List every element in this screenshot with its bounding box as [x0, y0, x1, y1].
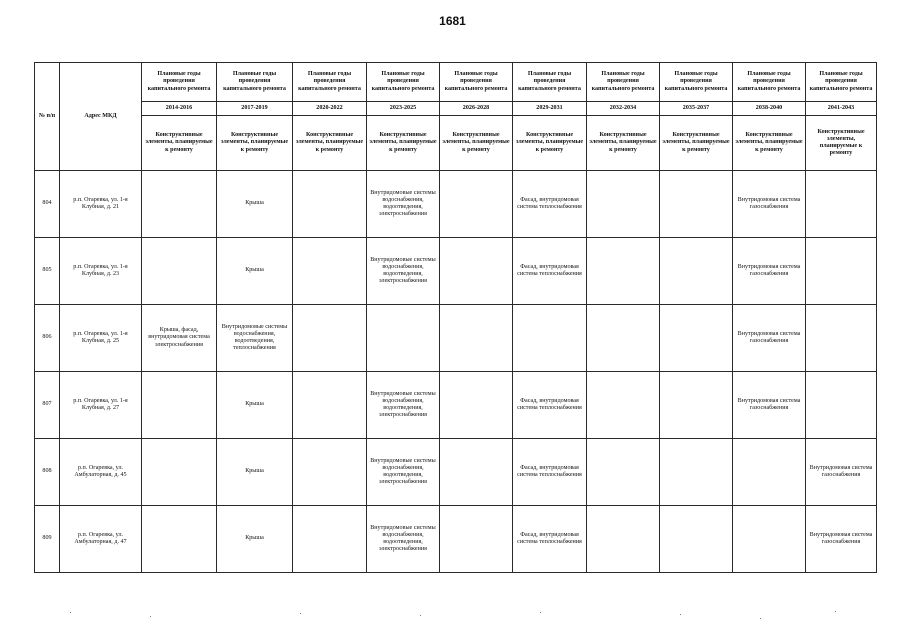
header-planned-label: Плановые годы проведения капитального ремонта [660, 63, 733, 102]
repair-cell: Внутридомовые системы водоснабжения, водоотведения, теплоснабжения [217, 305, 293, 372]
repair-cell [440, 305, 513, 372]
header-planned-label: Плановые годы проведения капитального ремонта [440, 63, 513, 102]
repair-cell [440, 238, 513, 305]
repair-cell [587, 238, 660, 305]
table-row [35, 171, 877, 238]
repair-cell [142, 238, 217, 305]
repair-cell [806, 372, 877, 439]
repair-cell [440, 171, 513, 238]
repair-cell: Внутридомовые системы водоснабжения, водоотведения, электроснабжения [367, 506, 440, 573]
repair-cell [293, 372, 367, 439]
repair-cell [587, 506, 660, 573]
repair-cell [806, 238, 877, 305]
repair-cell [142, 439, 217, 506]
row-address: р.п. Огаревка, ул. Амбулаторная, д. 45 [60, 439, 142, 506]
repair-cell [440, 439, 513, 506]
header-planned-label: Плановые годы проведения капитального ремонта [367, 63, 440, 102]
row-address: р.п. Огаревка, ул. 1-я Клубная, д. 21 [60, 171, 142, 238]
repair-cell: Внутридомовая система газоснабжения [806, 439, 877, 506]
repair-cell: Внутридомовая система газоснабжения [733, 171, 806, 238]
header-period: 2023-2025 [367, 102, 440, 116]
repair-cell [660, 439, 733, 506]
header-elements-label: Конструктивные элементы, планируемые к ремонту [806, 116, 877, 171]
table-row [35, 506, 877, 573]
repair-cell: Крыша [217, 439, 293, 506]
header-planned-label: Плановые годы проведения капитального ремонта [217, 63, 293, 102]
header-num: № п/п [35, 63, 60, 171]
header-planned-label: Плановые годы проведения капитального ремонта [293, 63, 367, 102]
repair-cell: Фасад, внутридомовая система теплоснабжения [513, 506, 587, 573]
header-period: 2032-2034 [587, 102, 660, 116]
repair-cell [660, 305, 733, 372]
repair-cell: Внутридомовая система газоснабжения [806, 506, 877, 573]
header-elements-label: Конструктивные элементы, планируемые к ремонту [217, 116, 293, 171]
header-elements-label: Конструктивные элементы, планируемые к ремонту [587, 116, 660, 171]
header-planned-label: Плановые годы проведения капитального ремонта [733, 63, 806, 102]
header-period: 2020-2022 [293, 102, 367, 116]
header-elements-label: Конструктивные элементы, планируемые к ремонту [440, 116, 513, 171]
row-address: р.п. Огаревка, ул. Амбулаторная, д. 47 [60, 506, 142, 573]
repair-cell: Внутридомовая система газоснабжения [733, 372, 806, 439]
header-period: 2014-2016 [142, 102, 217, 116]
repair-cell [293, 506, 367, 573]
header-address: Адрес МКД [60, 63, 142, 171]
repair-cell [587, 171, 660, 238]
header-elements-label: Конструктивные элементы, планируемые к ремонту [513, 116, 587, 171]
page-number: 1681 [439, 14, 466, 28]
repair-cell [733, 439, 806, 506]
repair-cell [587, 305, 660, 372]
header-elements-label: Конструктивные элементы, планируемые к ремонту [733, 116, 806, 171]
header-planned-label: Плановые годы проведения капитального ремонта [142, 63, 217, 102]
header-planned-label: Плановые годы проведения капитального ремонта [513, 63, 587, 102]
row-number: 808 [35, 439, 60, 506]
repair-schedule-table [34, 62, 877, 573]
header-period: 2035-2037 [660, 102, 733, 116]
repair-cell: Крыша, фасад, внутридомовая система электроснабжения [142, 305, 217, 372]
repair-cell [587, 372, 660, 439]
header-period: 2029-2031 [513, 102, 587, 116]
repair-cell [587, 439, 660, 506]
repair-cell [142, 171, 217, 238]
repair-cell [367, 305, 440, 372]
repair-cell [293, 171, 367, 238]
repair-cell [293, 238, 367, 305]
repair-cell [142, 372, 217, 439]
row-number: 807 [35, 372, 60, 439]
row-address: р.п. Огаревка, ул. 1-я Клубная, д. 23 [60, 238, 142, 305]
repair-cell [440, 506, 513, 573]
repair-cell: Внутридомовая система газоснабжения [733, 238, 806, 305]
repair-cell [660, 171, 733, 238]
repair-cell [660, 372, 733, 439]
header-planned-label: Плановые годы проведения капитального ремонта [806, 63, 877, 102]
repair-cell: Фасад, внутридомовая система теплоснабжения [513, 171, 587, 238]
table-row [35, 372, 877, 439]
repair-cell [660, 506, 733, 573]
repair-cell: Фасад, внутридомовая система теплоснабжения [513, 238, 587, 305]
repair-cell: Крыша [217, 506, 293, 573]
repair-cell [142, 506, 217, 573]
header-elements-label: Конструктивные элементы, планируемые к ремонту [367, 116, 440, 171]
row-number: 806 [35, 305, 60, 372]
scan-specks [0, 610, 905, 630]
table-row [35, 305, 877, 372]
repair-cell: Внутридомовые системы водоснабжения, водоотведения, электроснабжения [367, 372, 440, 439]
repair-cell: Внутридомовые системы водоснабжения, водоотведения, электроснабжения [367, 238, 440, 305]
header-period: 2038-2040 [733, 102, 806, 116]
header-period: 2041-2043 [806, 102, 877, 116]
row-address: р.п. Огаревка, ул. 1-я Клубная, д. 25 [60, 305, 142, 372]
repair-cell [293, 305, 367, 372]
header-period: 2017-2019 [217, 102, 293, 116]
repair-cell: Внутридомовые системы водоснабжения, водоотведения, электроснабжения [367, 171, 440, 238]
row-number: 809 [35, 506, 60, 573]
repair-cell: Внутридомовые системы водоснабжения, водоотведения, электроснабжения [367, 439, 440, 506]
header-period: 2026-2028 [440, 102, 513, 116]
table-row [35, 439, 877, 506]
repair-cell: Крыша [217, 238, 293, 305]
repair-cell [660, 238, 733, 305]
table-row [35, 238, 877, 305]
repair-cell: Внутридомовая система газоснабжения [733, 305, 806, 372]
header-elements-label: Конструктивные элементы, планируемые к ремонту [142, 116, 217, 171]
header-planned-label: Плановые годы проведения капитального ремонта [587, 63, 660, 102]
header-elements-label: Конструктивные элементы, планируемые к ремонту [660, 116, 733, 171]
row-address: р.п. Огаревка, ул. 1-я Клубная, д. 27 [60, 372, 142, 439]
repair-cell: Фасад, внутридомовая система теплоснабжения [513, 372, 587, 439]
header-elements-label: Конструктивные элементы, планируемые к ремонту [293, 116, 367, 171]
repair-cell: Фасад, внутридомовая система теплоснабжения [513, 439, 587, 506]
repair-cell [440, 372, 513, 439]
repair-cell: Крыша [217, 372, 293, 439]
repair-cell: Крыша [217, 171, 293, 238]
repair-cell [293, 439, 367, 506]
repair-cell [733, 506, 806, 573]
repair-cell [513, 305, 587, 372]
row-number: 805 [35, 238, 60, 305]
repair-cell [806, 305, 877, 372]
row-number: 804 [35, 171, 60, 238]
repair-cell [806, 171, 877, 238]
